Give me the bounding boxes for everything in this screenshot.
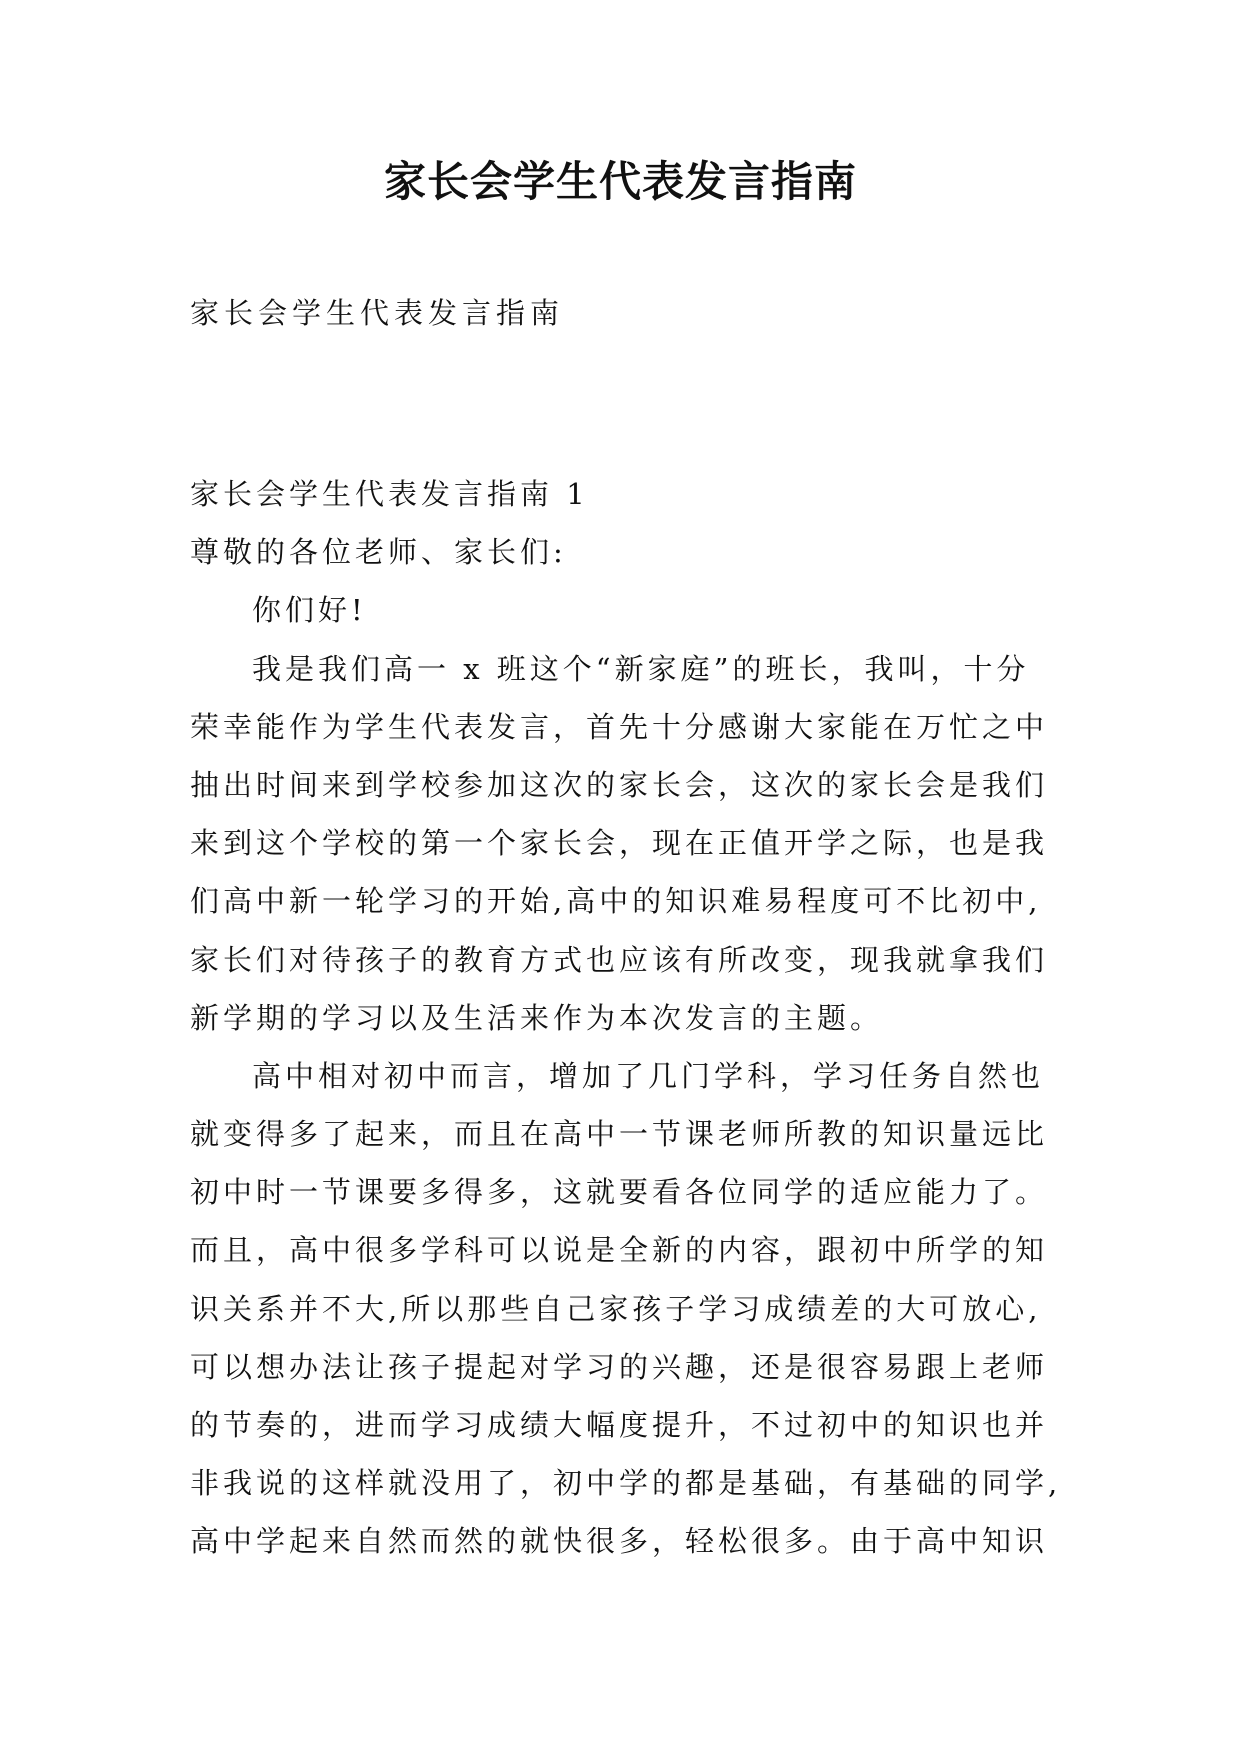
salutation: 尊敬的各位老师、家长们: <box>190 535 567 570</box>
section-heading: 家长会学生代表发言指南 1 <box>190 477 589 511</box>
paragraph-line: 可以想办法让孩子提起对学习的兴趣，还是很容易跟上老师 <box>190 1349 1049 1384</box>
paragraph-line: 非我说的这样就没用了，初中学的都是基础，有基础的同学, <box>190 1466 1062 1501</box>
paragraph-line: 高中学起来自然而然的就快很多，轻松很多。由于高中知识 <box>190 1524 1049 1559</box>
paragraph-line: 来到这个学校的第一个家长会，现在正值开学之际，也是我 <box>190 826 1049 861</box>
document-body <box>190 465 1060 1571</box>
paragraph-line: 的节奏的，进而学习成绩大幅度提升，不过初中的知识也并 <box>190 1408 1049 1442</box>
paragraph-line: 高中相对初中而言，增加了几门学科，学习任务自然也 <box>252 1058 1045 1093</box>
paragraph-line: 荣幸能作为学生代表发言，首先十分感谢大家能在万忙之中 <box>190 709 1049 744</box>
paragraph-line: 识关系并不大,所以那些自己家孩子学习成绩差的大可放心, <box>190 1291 1042 1326</box>
paragraph-line: 就变得多了起来，而且在高中一节课老师所教的知识量远比 <box>190 1117 1049 1152</box>
paragraph-line: 们高中新一轮学习的开始,高中的知识难易程度可不比初中, <box>190 884 1042 919</box>
paragraph-line: 家长们对待孩子的教育方式也应该有所改变，现我就拿我们 <box>190 942 1049 977</box>
document-subtitle: 家长会学生代表发言指南 <box>190 296 565 330</box>
paragraph-line: 抽出时间来到学校参加这次的家长会，这次的家长会是我们 <box>190 767 1049 802</box>
page-title: 家长会学生代表发言指南 <box>383 157 857 206</box>
paragraph-line: 而且，高中很多学科可以说是全新的内容，跟初中所学的知 <box>190 1233 1049 1268</box>
paragraph-line: 初中时一节课要多得多，这就要看各位同学的适应能力了。 <box>190 1175 1049 1210</box>
greeting: 你们好! <box>252 593 367 628</box>
paragraph-line: 新学期的学习以及生活来作为本次发言的主题。 <box>190 1000 884 1035</box>
paragraph-line: 我是我们高一 x 班这个“新家庭”的班长，我叫，十分 <box>252 651 1030 686</box>
